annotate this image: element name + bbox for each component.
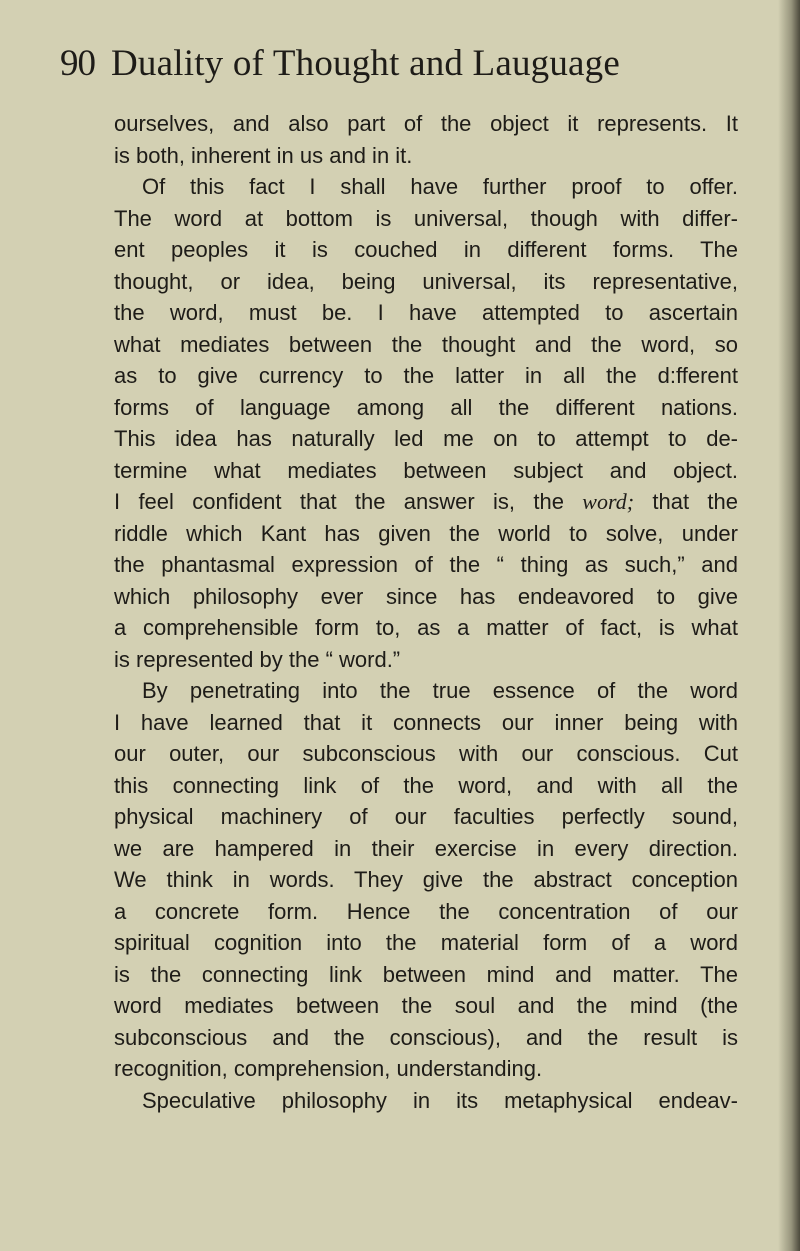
text-line: what mediates between the thought and the word, so: [114, 331, 738, 357]
text-line: which philosophy ever since has endeavored to give: [114, 583, 738, 609]
text-line: is the connecting link between mind and matter. The: [114, 961, 738, 987]
text-line: is both, inherent in us and in it.: [114, 142, 413, 168]
text-line: Speculative philosophy in its metaphysical endeav-: [142, 1087, 738, 1113]
page-number: 90: [60, 43, 95, 84]
text-line: our outer, our subconscious with our conscious. Cut: [114, 741, 738, 766]
text-line: this connecting link of the word, and with all the: [114, 772, 738, 798]
text-line: I feel confident that the answer is, the word; that the: [114, 489, 738, 514]
text-line: spiritual cognition into the material form of a word: [114, 930, 738, 955]
text-line: the phantasmal expression of the “ thing as such,” and: [114, 552, 738, 577]
text-line: Of this fact I shall have further proof to offer.: [142, 174, 738, 199]
body-text: [114, 108, 738, 1116]
text-line: ourselves, and also part of the object it represents. It: [114, 111, 738, 136]
text-line: subconscious and the conscious), and the result is: [114, 1024, 738, 1050]
text-line: a comprehensible form to, as a matter of fact, is what: [114, 615, 738, 640]
text-line: This idea has naturally led me on to attempt to de-: [114, 426, 738, 451]
text-line: By penetrating into the true essence of the word: [142, 678, 738, 703]
text-line: We think in words. They give the abstract conception: [114, 867, 738, 892]
text-line: as to give currency to the latter in all the d:fferent: [114, 363, 738, 388]
italic-word: word;: [582, 489, 635, 514]
text-line: physical machinery of our faculties perfectly sound,: [114, 804, 738, 829]
page-header: [60, 42, 750, 102]
text-line: a concrete form. Hence the concentration of our: [114, 898, 738, 924]
page-edge-shadow: [778, 0, 800, 1251]
text-line: is represented by the “ word.”: [114, 646, 401, 672]
text-line: I have learned that it connects our inner being with: [114, 709, 738, 735]
text-line: ent peoples it is couched in different forms. The: [114, 237, 738, 262]
text-line: forms of language among all the different nations.: [114, 394, 738, 420]
text-line: termine what mediates between subject and object.: [114, 457, 738, 483]
text-line: the word, must be. I have attempted to ascertain: [114, 300, 738, 325]
text-line: The word at bottom is universal, though with differ-: [114, 205, 738, 231]
running-head: Duality of Thought and Lauguage: [111, 43, 621, 84]
text-line: word mediates between the soul and the mind (the: [114, 993, 738, 1018]
text-line: thought, or idea, being universal, its representative,: [114, 268, 738, 294]
text-line: riddle which Kant has given the world to solve, under: [114, 520, 738, 546]
text-line: recognition, comprehension, understanding.: [114, 1056, 543, 1081]
text-line: we are hampered in their exercise in every direction.: [114, 835, 738, 861]
